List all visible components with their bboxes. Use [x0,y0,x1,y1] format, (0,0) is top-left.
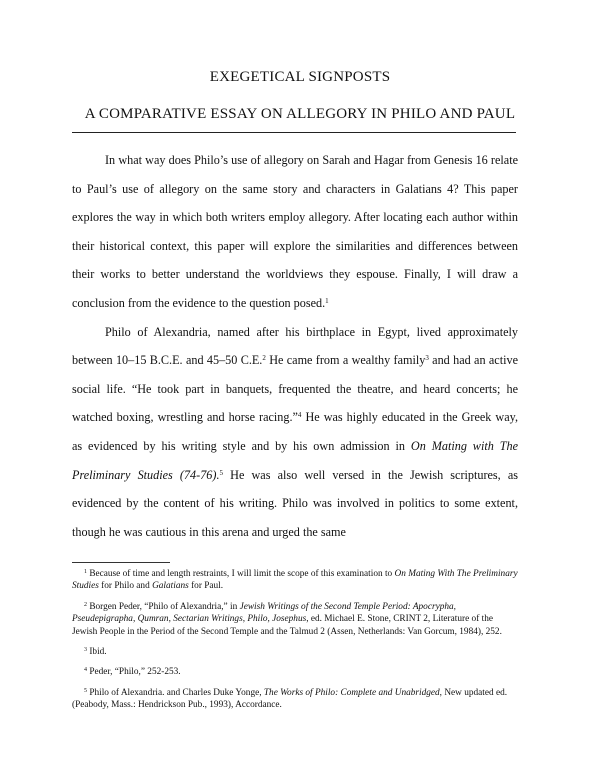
footnote-ref: 4 [297,411,302,420]
footnote-number: 4 [84,667,87,674]
footnote-number: 2 [84,601,87,608]
footnote-italic: On Mating With The Preliminary Studies [72,569,518,592]
paragraph-text: In what way does Philo’s use of allegory on Sarah and Hagar from Genesis 16 relate to Paul’s use of allegory on the same story and characters in Galatians 4? This paper explores the way in which both writers employ allegory. After locating each author within their historical context, this paper will explore the similarities and differences between their works to better understand the worldviews they espouse. Finally, I will draw a conclusion from the evidence to the question posed. [72,153,518,310]
footnote-text: Peder, “Philo,” 252-253. [87,667,181,678]
footnote-5 [72,687,518,712]
paragraph-philo [72,318,518,547]
footnote-italic: The Works of Philo: Complete and Unabridged [263,687,440,698]
footnote-2 [72,601,518,638]
footnote-italic: Jewish Writings of the Second Temple Period: Apocrypha, Pseudepigrapha, Qumran, Sectarian Writings, Philo, Josephus [72,601,456,625]
footnote-ref: 1 [325,296,329,305]
footnote-separator [72,562,170,563]
cited-work-title: On Mating with The Preliminary Studies (74-76). [72,438,518,482]
footnote-text: Philo of Alexandria. and Charles Duke Yonge, [87,687,264,698]
footnote-text: Ibid. [87,647,107,658]
footnote-text: , New updated ed. (Peabody, Mass.: Hendrickson Pub., 1993), Accordance. [72,687,508,711]
footnote-text: for Paul. [188,581,224,592]
footnote-4 [72,666,518,678]
body-text [72,146,518,546]
footnote-3 [72,646,518,658]
footnote-1 [72,568,518,593]
footnote-ref: 5 [219,468,224,477]
footnote-text: Borgen Peder, “Philo of Alexandria,” in [87,601,240,612]
footnotes [72,568,518,720]
footnote-text: for Philo and [98,581,153,592]
footnote-number: 1 [84,569,87,575]
footnote-number: 5 [84,687,87,694]
paragraph-text: He was also well versed in the Jewish scriptures, as evidenced by the content of his writing. Philo was involved in politics to some extent, though he was cautious in this arena and urged the same [72,467,519,539]
document-subtitle: A COMPARATIVE ESSAY ON ALLEGORY IN PHILO AND PAUL [84,106,516,122]
paragraph-text: and had an active social life. “He took part in banquets, frequented the theatre, and heard concerts; he watched boxing, wrestling and horse racing.” [72,353,518,425]
paragraph-text: He came from a wealthy family [265,353,426,368]
footnote-text: , ed. Michael E. Stone, CRINT 2, Literature of the Jewish People in the Period of the Second Temple and the Talmud 2 (Assen, Netherlands: Van Gorcum, 1984), 252. [72,614,502,637]
footnote-italic: Galatians [152,581,189,592]
paragraph-intro [72,146,518,318]
document-title: EXEGETICAL SIGNPOSTS [209,69,391,85]
footnote-ref: 2 [262,354,266,363]
paragraph-text: Philo of Alexandria, named after his birthplace in Egypt, lived approximately between 10–15 B.C.E. and 45–50 C.E. [72,324,518,368]
footnote-number: 3 [84,647,87,654]
footnote-ref: 3 [425,354,429,363]
paragraph-text: He was highly educated in the Greek way, as evidenced by his writing style and by his own admission in [72,410,518,453]
title-rule [72,132,516,133]
footnote-text: Because of time and length restraints, I will limit the scope of this examination to [87,569,395,579]
